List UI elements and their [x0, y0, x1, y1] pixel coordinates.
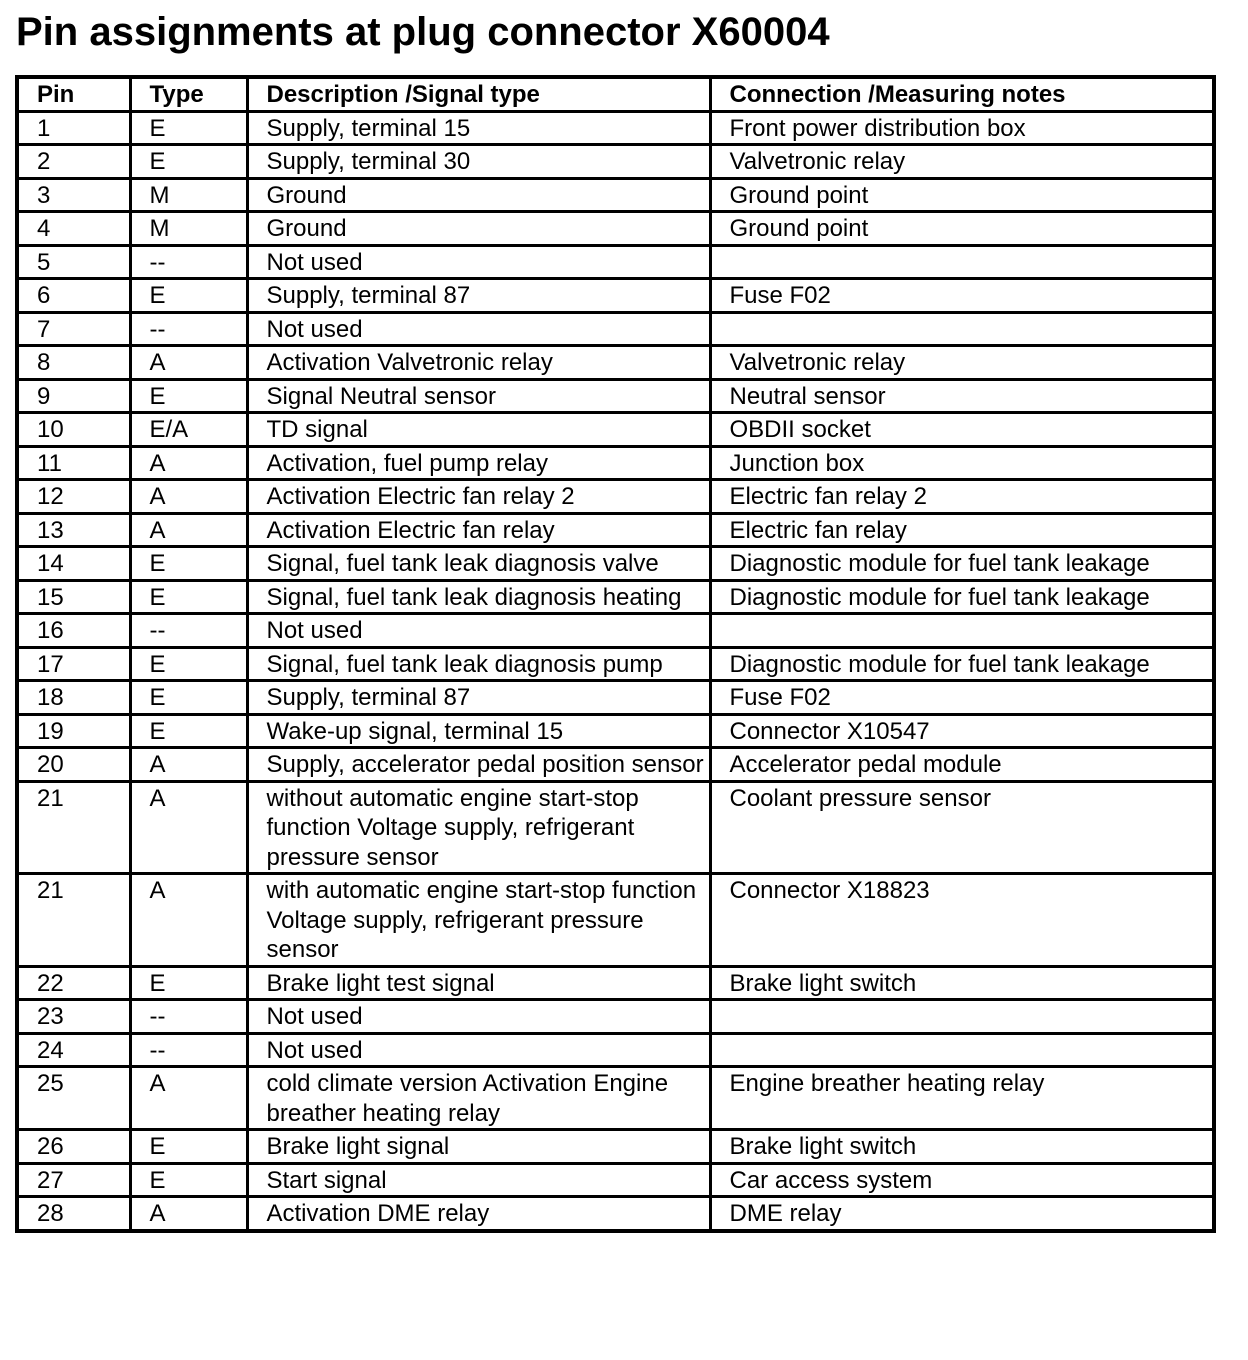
pin-cell: 26 — [17, 1130, 130, 1164]
description-cell: cold climate version Activation Engine breather heating relay — [247, 1067, 710, 1130]
pin-cell: 18 — [17, 681, 130, 715]
type-cell: E — [130, 279, 247, 313]
type-cell: E — [130, 379, 247, 413]
type-cell: -- — [130, 614, 247, 648]
description-cell: without automatic engine start-stop function Voltage supply, refrigerant pressure sensor — [247, 781, 710, 874]
table-row — [17, 1163, 1214, 1197]
table-row — [17, 480, 1214, 514]
pin-cell: 6 — [17, 279, 130, 313]
pin-cell: 28 — [17, 1197, 130, 1231]
connection-cell: Accelerator pedal module — [710, 748, 1214, 782]
column-header-pin: Pin — [17, 77, 130, 111]
connection-cell: Fuse F02 — [710, 279, 1214, 313]
table-row — [17, 614, 1214, 648]
table-body — [17, 111, 1214, 1231]
connection-cell: Connector X18823 — [710, 874, 1214, 967]
pin-cell: 23 — [17, 1000, 130, 1034]
description-cell: Start signal — [247, 1163, 710, 1197]
type-cell: A — [130, 346, 247, 380]
table-row — [17, 346, 1214, 380]
table-row — [17, 681, 1214, 715]
description-cell: Signal, fuel tank leak diagnosis heating — [247, 580, 710, 614]
pin-cell: 7 — [17, 312, 130, 346]
description-cell: with automatic engine start-stop function Voltage supply, refrigerant pressure sensor — [247, 874, 710, 967]
pin-cell: 25 — [17, 1067, 130, 1130]
type-cell: -- — [130, 1033, 247, 1067]
table-row — [17, 714, 1214, 748]
type-cell: A — [130, 1197, 247, 1231]
pin-cell: 21 — [17, 874, 130, 967]
type-cell: A — [130, 480, 247, 514]
connection-cell: Junction box — [710, 446, 1214, 480]
type-cell: E — [130, 111, 247, 145]
column-header-description: Description /Signal type — [247, 77, 710, 111]
connection-cell: Diagnostic module for fuel tank leakage — [710, 547, 1214, 581]
pin-cell: 14 — [17, 547, 130, 581]
connection-cell: DME relay — [710, 1197, 1214, 1231]
pin-cell: 3 — [17, 178, 130, 212]
connection-cell: OBDII socket — [710, 413, 1214, 447]
pin-cell: 13 — [17, 513, 130, 547]
description-cell: Activation Electric fan relay — [247, 513, 710, 547]
type-cell: E — [130, 681, 247, 715]
description-cell: Activation Electric fan relay 2 — [247, 480, 710, 514]
description-cell: Activation, fuel pump relay — [247, 446, 710, 480]
connection-cell — [710, 1033, 1214, 1067]
connection-cell: Brake light switch — [710, 966, 1214, 1000]
connection-cell — [710, 312, 1214, 346]
description-cell: Supply, terminal 87 — [247, 681, 710, 715]
page-title: Pin assignments at plug connector X60004 — [16, 10, 830, 54]
type-cell: A — [130, 748, 247, 782]
pin-cell: 17 — [17, 647, 130, 681]
connection-cell: Electric fan relay 2 — [710, 480, 1214, 514]
description-cell: Supply, accelerator pedal position sensor — [247, 748, 710, 782]
type-cell: E — [130, 145, 247, 179]
description-cell: Supply, terminal 15 — [247, 111, 710, 145]
pin-cell: 24 — [17, 1033, 130, 1067]
connection-cell: Car access system — [710, 1163, 1214, 1197]
pin-cell: 9 — [17, 379, 130, 413]
connection-cell: Diagnostic module for fuel tank leakage — [710, 580, 1214, 614]
description-cell: Supply, terminal 87 — [247, 279, 710, 313]
table-row — [17, 312, 1214, 346]
pin-cell: 16 — [17, 614, 130, 648]
connection-cell: Ground point — [710, 178, 1214, 212]
table-row — [17, 1033, 1214, 1067]
pin-cell: 5 — [17, 245, 130, 279]
description-cell: TD signal — [247, 413, 710, 447]
description-cell: Brake light signal — [247, 1130, 710, 1164]
table-row — [17, 1130, 1214, 1164]
pin-cell: 2 — [17, 145, 130, 179]
table-row — [17, 245, 1214, 279]
table-row — [17, 513, 1214, 547]
description-cell: Wake-up signal, terminal 15 — [247, 714, 710, 748]
type-cell: E — [130, 1163, 247, 1197]
connection-cell — [710, 245, 1214, 279]
description-cell: Activation DME relay — [247, 1197, 710, 1231]
table-row — [17, 874, 1214, 967]
connection-cell: Diagnostic module for fuel tank leakage — [710, 647, 1214, 681]
description-cell: Ground — [247, 212, 710, 246]
type-cell: A — [130, 446, 247, 480]
type-cell: A — [130, 874, 247, 967]
table-row — [17, 212, 1214, 246]
description-cell: Activation Valvetronic relay — [247, 346, 710, 380]
type-cell: A — [130, 513, 247, 547]
connection-cell: Ground point — [710, 212, 1214, 246]
connection-cell: Valvetronic relay — [710, 346, 1214, 380]
connection-cell: Brake light switch — [710, 1130, 1214, 1164]
table-row — [17, 748, 1214, 782]
type-cell: E — [130, 714, 247, 748]
connection-cell: Valvetronic relay — [710, 145, 1214, 179]
type-cell: E/A — [130, 413, 247, 447]
description-cell: Not used — [247, 614, 710, 648]
pin-assignment-table — [15, 75, 1216, 1233]
pin-cell: 10 — [17, 413, 130, 447]
table-row — [17, 413, 1214, 447]
table-header-row — [17, 77, 1214, 111]
description-cell: Not used — [247, 312, 710, 346]
pin-cell: 8 — [17, 346, 130, 380]
type-cell: -- — [130, 245, 247, 279]
type-cell: A — [130, 1067, 247, 1130]
table-row — [17, 145, 1214, 179]
table-row — [17, 580, 1214, 614]
table-row — [17, 279, 1214, 313]
connection-cell: Electric fan relay — [710, 513, 1214, 547]
table-row — [17, 647, 1214, 681]
connection-cell — [710, 614, 1214, 648]
table-row — [17, 446, 1214, 480]
column-header-type: Type — [130, 77, 247, 111]
connection-cell — [710, 1000, 1214, 1034]
table-row — [17, 781, 1214, 874]
type-cell: M — [130, 212, 247, 246]
type-cell: -- — [130, 312, 247, 346]
pin-cell: 15 — [17, 580, 130, 614]
table-row — [17, 1000, 1214, 1034]
table-row — [17, 379, 1214, 413]
connection-cell: Front power distribution box — [710, 111, 1214, 145]
table-row — [17, 178, 1214, 212]
pin-cell: 12 — [17, 480, 130, 514]
pin-cell: 20 — [17, 748, 130, 782]
table-row — [17, 547, 1214, 581]
type-cell: M — [130, 178, 247, 212]
description-cell: Signal, fuel tank leak diagnosis pump — [247, 647, 710, 681]
table-row — [17, 966, 1214, 1000]
connection-cell: Fuse F02 — [710, 681, 1214, 715]
description-cell: Signal Neutral sensor — [247, 379, 710, 413]
description-cell: Supply, terminal 30 — [247, 145, 710, 179]
pin-cell: 27 — [17, 1163, 130, 1197]
pin-cell: 1 — [17, 111, 130, 145]
description-cell: Not used — [247, 1033, 710, 1067]
description-cell: Brake light test signal — [247, 966, 710, 1000]
connection-cell: Connector X10547 — [710, 714, 1214, 748]
description-cell: Ground — [247, 178, 710, 212]
pin-cell: 19 — [17, 714, 130, 748]
pin-cell: 22 — [17, 966, 130, 1000]
type-cell: -- — [130, 1000, 247, 1034]
description-cell: Signal, fuel tank leak diagnosis valve — [247, 547, 710, 581]
type-cell: E — [130, 966, 247, 1000]
type-cell: E — [130, 580, 247, 614]
table-row — [17, 111, 1214, 145]
connection-cell: Coolant pressure sensor — [710, 781, 1214, 874]
connection-cell: Neutral sensor — [710, 379, 1214, 413]
type-cell: A — [130, 781, 247, 874]
pin-cell: 21 — [17, 781, 130, 874]
type-cell: E — [130, 1130, 247, 1164]
description-cell: Not used — [247, 1000, 710, 1034]
type-cell: E — [130, 647, 247, 681]
pin-cell: 11 — [17, 446, 130, 480]
connection-cell: Engine breather heating relay — [710, 1067, 1214, 1130]
table-row — [17, 1067, 1214, 1130]
pin-cell: 4 — [17, 212, 130, 246]
table-row — [17, 1197, 1214, 1231]
description-cell: Not used — [247, 245, 710, 279]
column-header-connection: Connection /Measuring notes — [710, 77, 1214, 111]
type-cell: E — [130, 547, 247, 581]
